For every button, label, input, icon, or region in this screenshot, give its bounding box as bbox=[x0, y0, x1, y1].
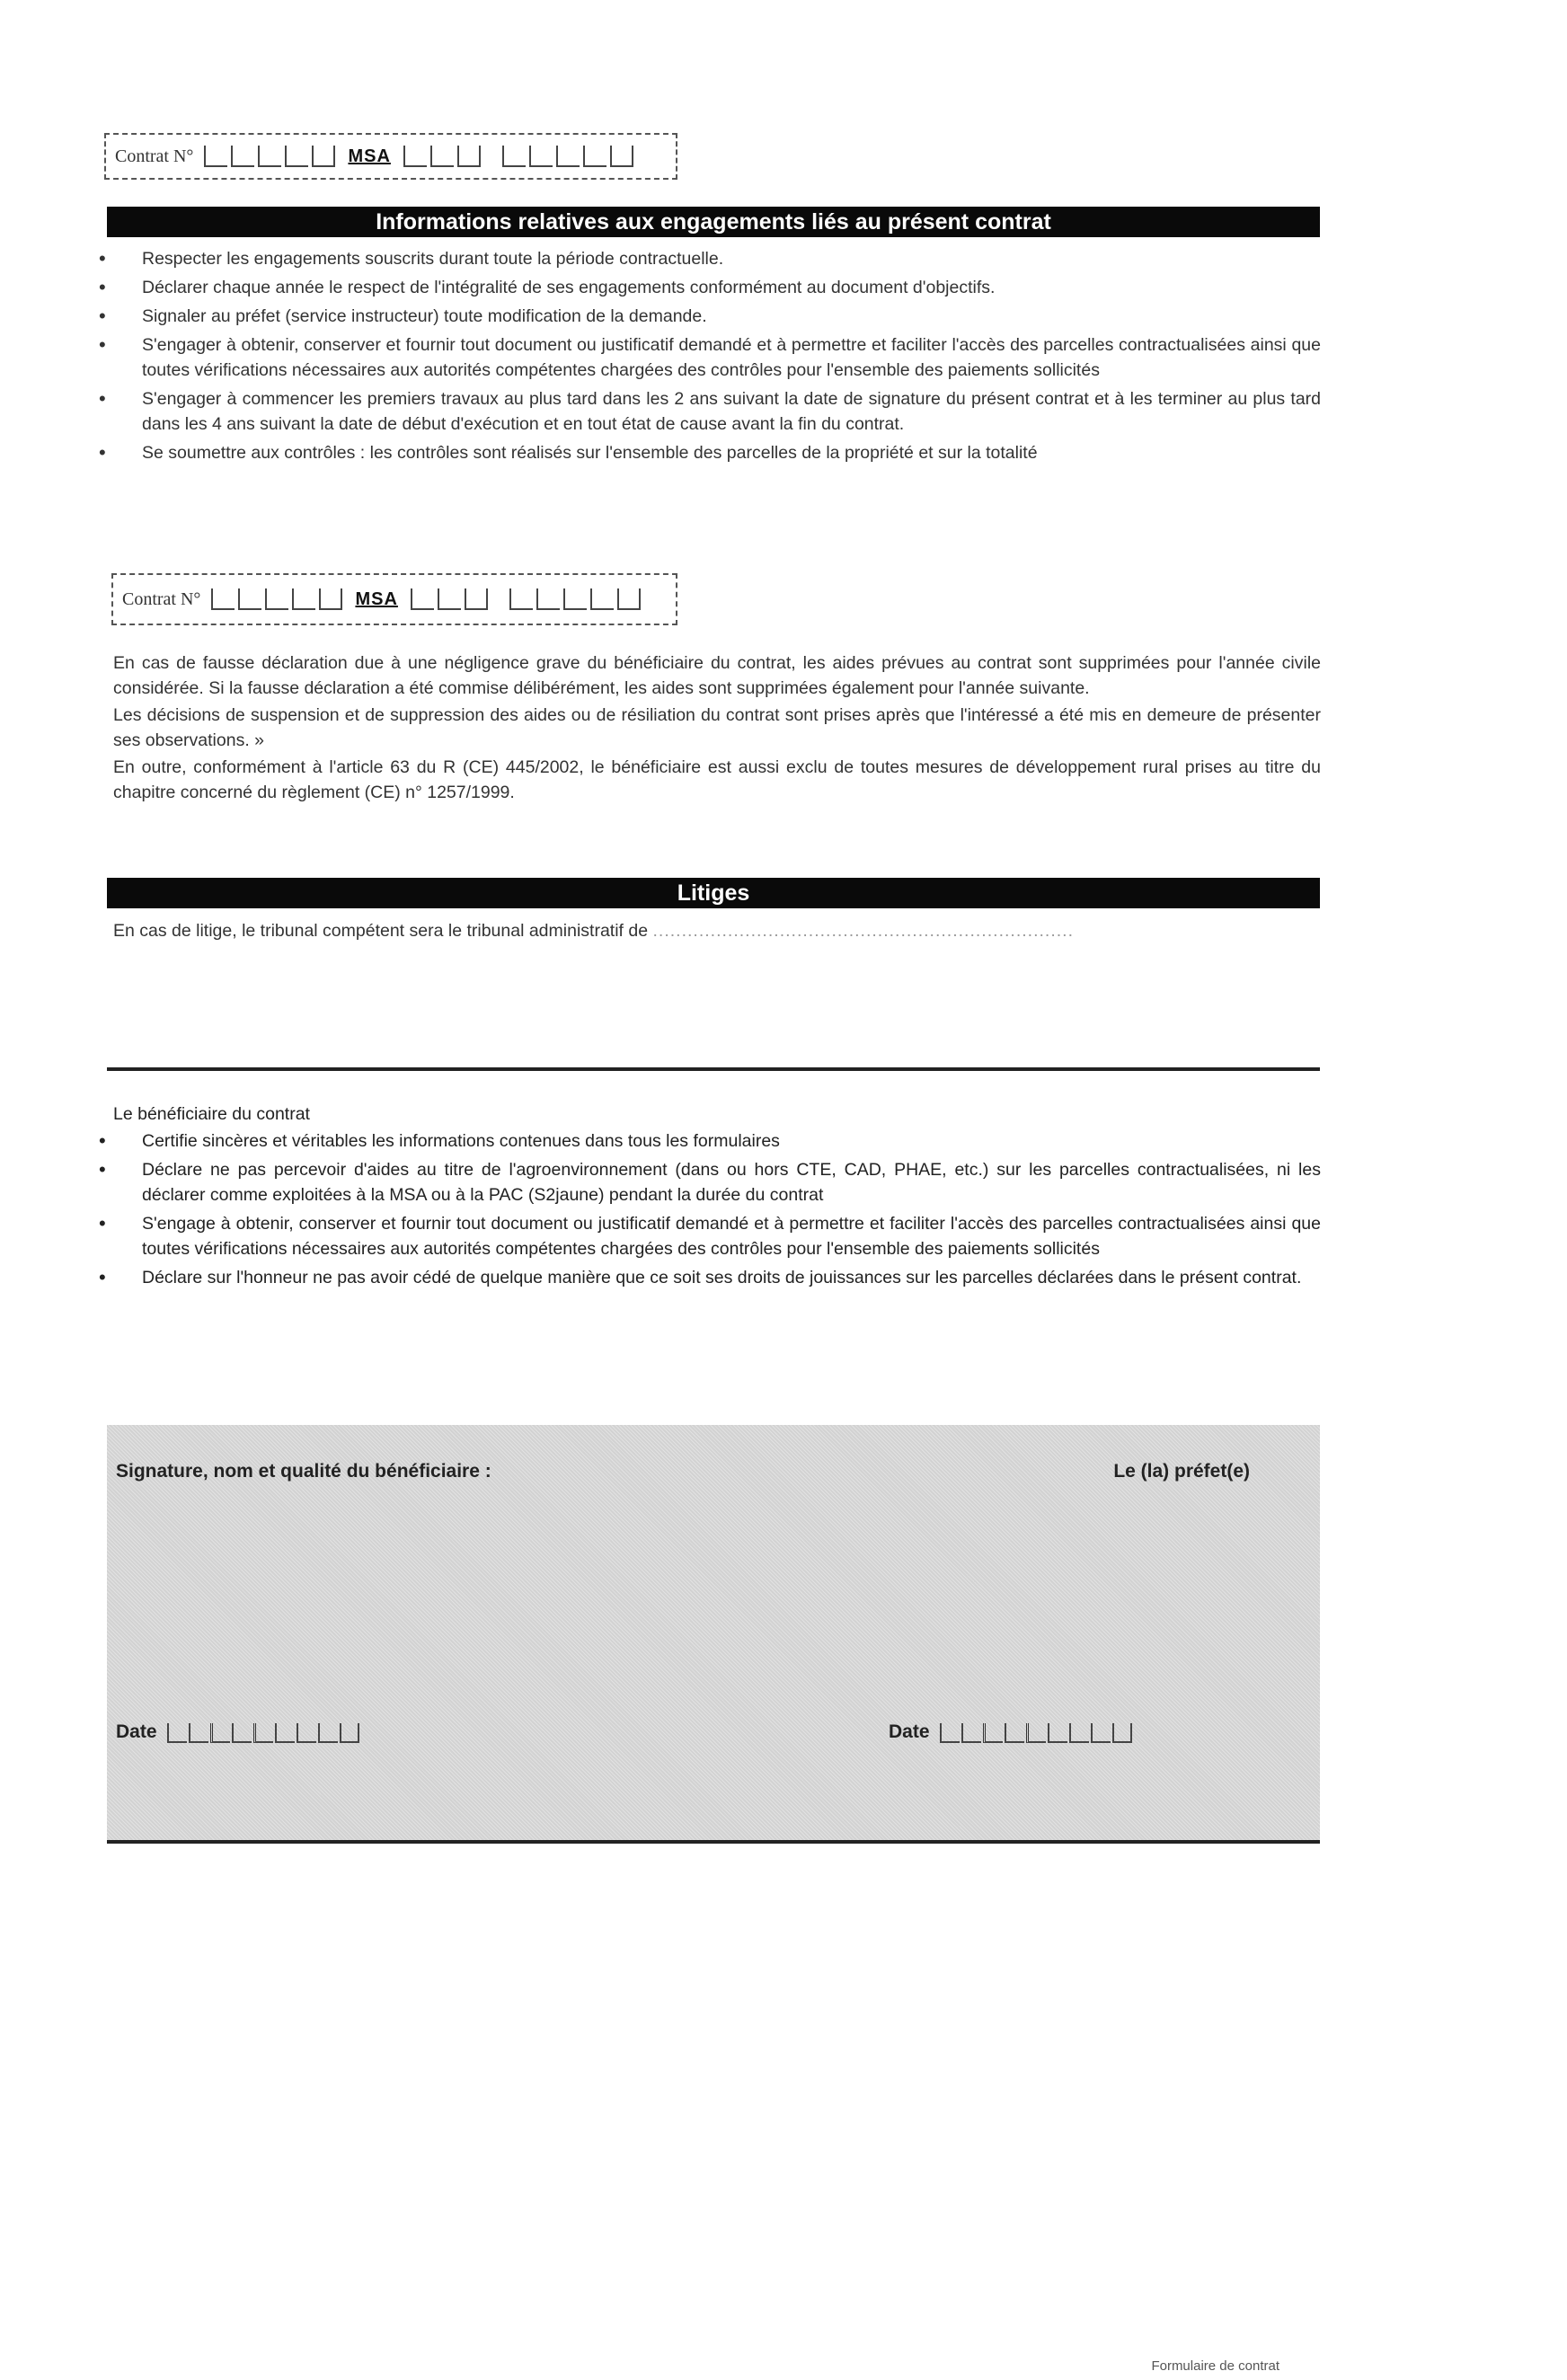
litiges-blank[interactable]: ......................................................................... bbox=[652, 921, 1074, 941]
list-item: • Déclare ne pas percevoir d'aides au titre de l'agroenvironnement (dans ou hors CTE, CAD, PHAE, etc.) sur les parcelles contractualisées, ni les déclarer comme exploitées à la MSA ou à la PAC (S2jaune) pendant la durée du contrat bbox=[99, 1157, 1321, 1208]
sanctions-text bbox=[113, 650, 1321, 805]
date-field-left[interactable] bbox=[116, 1721, 359, 1743]
contract-msa-code: MSA bbox=[355, 588, 398, 609]
litiges-header: Litiges bbox=[107, 878, 1320, 908]
list-item: • S'engager à obtenir, conserver et fournir tout document ou justificatif demandé et à permettre et faciliter l'accès des parcelles contractualisées ainsi que toutes vérifications nécessaires aux autorités compétentes chargées des contrôles pour l'ensemble des paiements sollicités bbox=[99, 332, 1321, 383]
list-item: • Respecter les engagements souscrits durant toute la période contractuelle. bbox=[99, 246, 1321, 271]
contract-number-cells[interactable] bbox=[204, 146, 633, 167]
date-field-right[interactable] bbox=[889, 1721, 1132, 1743]
paragraph: En cas de fausse déclaration due à une négligence grave du bénéficiaire du contrat, les aides prévues au contrat sont supprimées pour l'année civile considérée. Si la fausse déclaration a été commise délibérément, les aides sont supprimées également pour l'année suivante. bbox=[113, 653, 1321, 698]
contract-number-cells[interactable] bbox=[211, 588, 640, 610]
list-item: • Signaler au préfet (service instructeur) toute modification de la demande. bbox=[99, 304, 1321, 329]
list-item: • Déclare sur l'honneur ne pas avoir cédé de quelque manière que ce soit ses droits de jouissances sur les parcelles déclarées dans le présent contrat. bbox=[99, 1265, 1321, 1290]
contract-msa-code: MSA bbox=[348, 146, 391, 166]
list-item: • Se soumettre aux contrôles : les contrôles sont réalisés sur l'ensemble des parcelles de la propriété et sur la totalité bbox=[99, 440, 1321, 465]
beneficiary-section bbox=[99, 1102, 1321, 1294]
date-label: Date bbox=[889, 1721, 930, 1742]
contract-number-label: Contrat N° bbox=[115, 146, 194, 166]
list-item: • S'engager à commencer les premiers travaux au plus tard dans les 2 ans suivant la date de signature du présent contrat et à les terminer au plus tard dans les 4 ans suivant la date de début d'exécution et en tout état de cause avant la fin du contrat. bbox=[99, 386, 1321, 437]
list-item: • Certifie sincères et véritables les informations contenues dans tous les formulaires bbox=[99, 1128, 1321, 1154]
info-section-header: Informations relatives aux engagements liés au présent contrat bbox=[107, 207, 1320, 237]
paragraph: En outre, conformément à l'article 63 du R (CE) 445/2002, le bénéficiaire est aussi exclu de toutes mesures de développement rural prises au titre du chapitre concerné du règlement (CE) n° 1257/1999. bbox=[113, 757, 1321, 802]
litiges-text: En cas de litige, le tribunal compétent sera le tribunal administratif de ......................................................................... bbox=[113, 921, 1074, 941]
divider bbox=[107, 1067, 1320, 1071]
signature-box[interactable] bbox=[107, 1425, 1320, 1844]
footer-label: Formulaire de contrat bbox=[1151, 2358, 1279, 2374]
list-item: • S'engage à obtenir, conserver et fournir tout document ou justificatif demandé et à permettre et faciliter l'accès des parcelles contractualisées ainsi que toutes vérifications nécessaires aux autorités compétentes chargées des contrôles pour l'ensemble des paiements sollicités bbox=[99, 1211, 1321, 1261]
signature-prefect-label: Le (la) préfet(e) bbox=[1113, 1461, 1250, 1482]
date-label: Date bbox=[116, 1721, 157, 1742]
contract-number-box-mid bbox=[111, 573, 677, 625]
paragraph: Les décisions de suspension et de suppression des aides ou de résiliation du contrat sont prises après que l'intéressé a été mis en demeure de présenter ses observations. » bbox=[113, 705, 1321, 750]
info-section-list bbox=[99, 246, 1321, 469]
signature-beneficiary-label: Signature, nom et qualité du bénéficiaire : bbox=[116, 1461, 491, 1482]
list-item: • Déclarer chaque année le respect de l'intégralité de ses engagements conformément au document d'objectifs. bbox=[99, 275, 1321, 300]
contract-number-box-top bbox=[104, 133, 677, 180]
beneficiary-intro: Le bénéficiaire du contrat bbox=[113, 1104, 310, 1124]
contract-number-label: Contrat N° bbox=[122, 588, 201, 609]
